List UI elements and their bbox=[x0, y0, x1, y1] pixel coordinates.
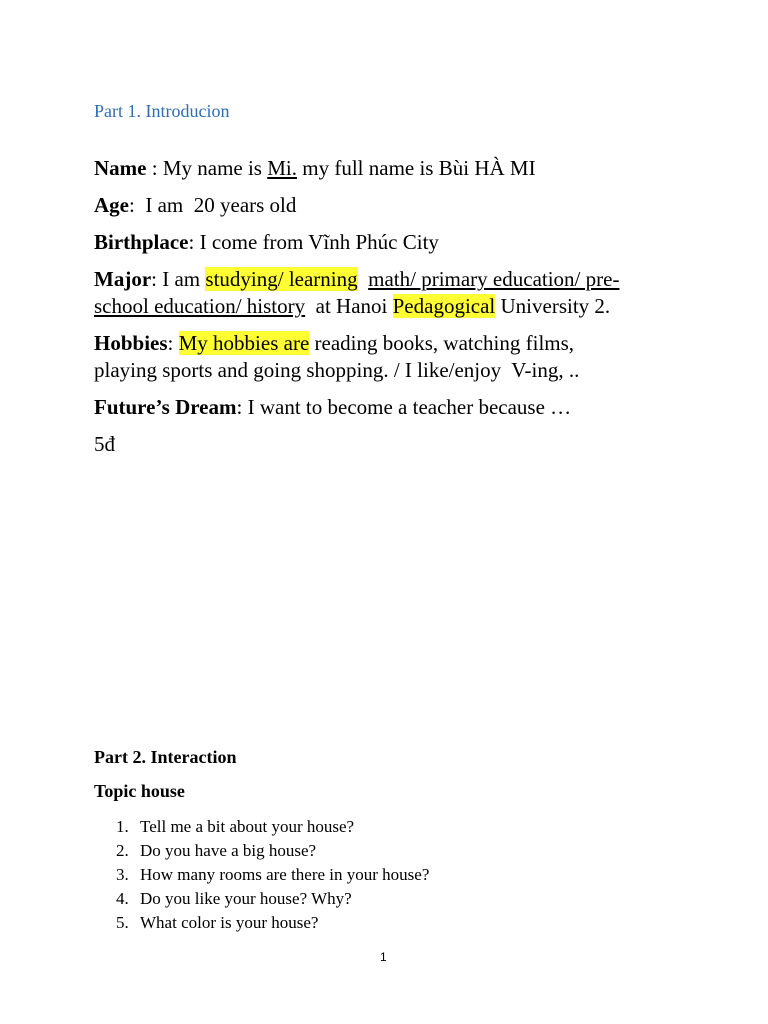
list-item-text: What color is your house? bbox=[140, 913, 319, 932]
dream-label: Future’s Dream bbox=[94, 395, 237, 419]
list-item-number: 3. bbox=[116, 865, 129, 884]
name-line bbox=[94, 155, 694, 182]
list-item-number: 4. bbox=[116, 889, 129, 908]
dream-separator: : bbox=[236, 395, 248, 419]
name-separator: : bbox=[146, 156, 163, 180]
birthplace-text: I come from Vĩnh Phúc City bbox=[199, 230, 439, 254]
list-item-text: Do you like your house? Why? bbox=[140, 889, 352, 908]
hobbies-line1-rest: reading books, watching films, bbox=[309, 331, 575, 355]
age-separator: : bbox=[129, 193, 146, 217]
major-text-pre: I am bbox=[162, 267, 206, 291]
birthplace-label: Birthplace bbox=[94, 230, 189, 254]
list-item-text: Do you have a big house? bbox=[140, 841, 317, 860]
hobbies-highlight: My hobbies are bbox=[178, 331, 310, 355]
list-item-number: 1. bbox=[116, 817, 129, 836]
major-text-post: University 2. bbox=[495, 294, 611, 318]
list-item-text: How many rooms are there in your house? bbox=[140, 865, 430, 884]
list-item bbox=[94, 863, 429, 887]
name-text-post: my full name is Bùi HÀ MI bbox=[297, 156, 536, 180]
score-text: 5đ bbox=[94, 432, 115, 456]
name-underlined: Mi. bbox=[267, 156, 297, 180]
name-label: Name bbox=[94, 156, 147, 180]
major-underlined-line2: school education/ history bbox=[94, 294, 306, 318]
major-highlight-pedagogical: Pedagogical bbox=[392, 294, 496, 318]
age-label: Age bbox=[94, 193, 129, 217]
major-highlight-studying: studying/ learning bbox=[205, 267, 358, 291]
list-item-number: 5. bbox=[116, 913, 129, 932]
name-text-pre: My name is bbox=[162, 156, 268, 180]
list-item-text: Tell me a bit about your house? bbox=[140, 817, 355, 836]
list-item bbox=[94, 887, 429, 911]
hobbies-label: Hobbies bbox=[94, 331, 168, 355]
part2-heading: Part 2. Interaction bbox=[94, 747, 237, 767]
question-list bbox=[94, 815, 429, 935]
major-paragraph bbox=[94, 266, 694, 320]
list-item bbox=[94, 839, 429, 863]
dream-text: I want to become a teacher because … bbox=[247, 395, 572, 419]
major-text-mid: at Hanoi bbox=[305, 294, 393, 318]
hobbies-line2: playing sports and going shopping. / I like/enjoy V-ing, .. bbox=[94, 358, 580, 382]
topic-heading: Topic house bbox=[94, 781, 185, 801]
major-underlined-line1: math/ primary education/ pre- bbox=[368, 267, 620, 291]
age-line bbox=[94, 192, 694, 219]
age-text: I am 20 years old bbox=[145, 193, 297, 217]
hobbies-separator: : bbox=[167, 331, 179, 355]
major-separator: : bbox=[151, 267, 163, 291]
dream-line bbox=[94, 394, 694, 421]
list-item bbox=[94, 911, 429, 935]
major-gap bbox=[358, 267, 369, 291]
part1-heading: Part 1. Introducion bbox=[94, 101, 230, 121]
birthplace-separator: : bbox=[188, 230, 200, 254]
page-number: 1 bbox=[380, 950, 387, 964]
hobbies-paragraph bbox=[94, 330, 694, 384]
birthplace-line bbox=[94, 229, 694, 256]
major-label: Major bbox=[94, 267, 152, 291]
list-item-number: 2. bbox=[116, 841, 129, 860]
list-item bbox=[94, 815, 429, 839]
